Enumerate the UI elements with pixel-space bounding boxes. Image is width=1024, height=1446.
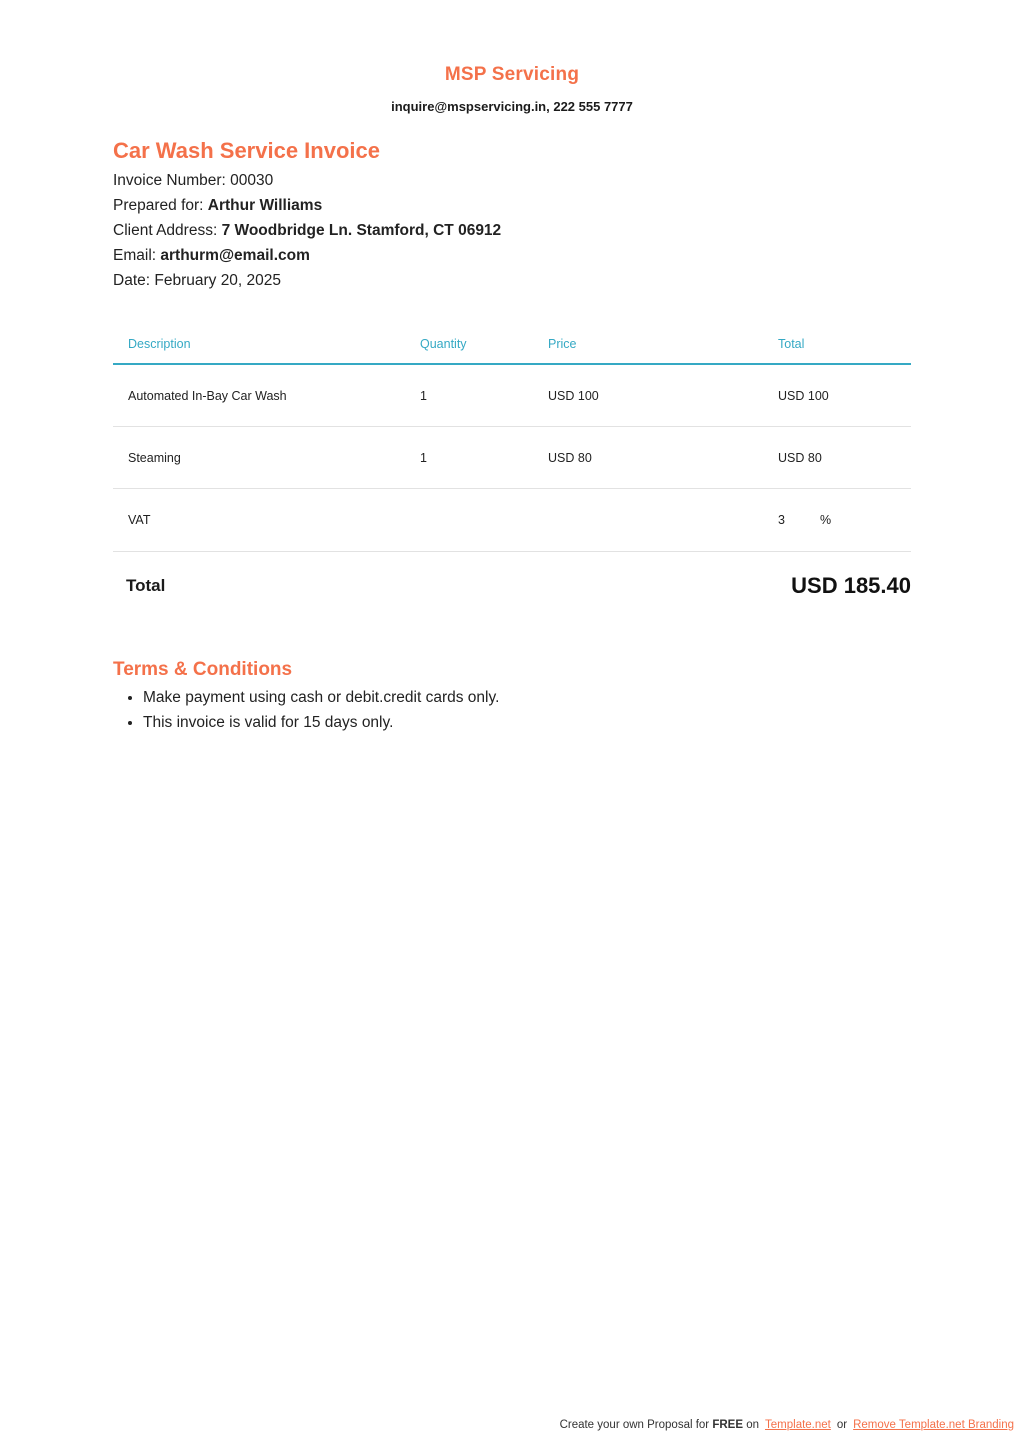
cell-quantity: 1 [420, 388, 427, 403]
invoice-meta [113, 168, 913, 293]
meta-label: Prepared for: [113, 197, 208, 214]
grand-total-amount: USD 185.40 [791, 573, 911, 598]
meta-label: Invoice Number: [113, 172, 231, 189]
page-title: Car Wash Service Invoice [113, 138, 380, 163]
grand-total-row [113, 552, 911, 620]
footer-free-label: FREE [712, 1419, 744, 1431]
column-header-price: Price [548, 337, 577, 351]
list-item: • This invoice is valid for 15 days only. [143, 710, 943, 735]
meta-label: Date: [113, 272, 155, 289]
meta-value: February 20, 2025 [154, 272, 282, 289]
vat-value: 3 [778, 513, 785, 527]
remove-branding-link[interactable]: Remove Template.net Branding [853, 1419, 1014, 1431]
column-header-total: Total [778, 337, 805, 351]
meta-prepared-for [113, 193, 913, 218]
cell-total: USD 100 [778, 388, 829, 403]
line-items-table [113, 325, 911, 620]
vat-row [113, 489, 911, 552]
meta-value: arthurm@email.com [160, 247, 310, 264]
cell-price: USD 80 [548, 450, 592, 465]
footer-text-on: on [743, 1419, 760, 1431]
template-net-link[interactable]: Template.net [765, 1419, 831, 1431]
cell-price: USD 100 [548, 388, 599, 403]
meta-label: Email: [113, 247, 161, 264]
meta-client-address [113, 218, 913, 243]
cell-description: Automated In-Bay Car Wash [128, 388, 287, 403]
table-row [113, 427, 911, 489]
vat-unit: % [820, 513, 832, 527]
cell-total: USD 80 [778, 450, 822, 465]
footer-or: or [836, 1419, 848, 1431]
column-header-quantity: Quantity [420, 337, 467, 351]
list-item: • Make payment using cash or debit.credit cards only. [143, 685, 943, 710]
meta-value: 00030 [230, 172, 274, 189]
column-header-description: Description [128, 337, 191, 351]
company-contact: inquire@mspservicing.in, 222 555 7777 [391, 99, 633, 114]
table-row [113, 365, 911, 427]
cell-description: Steaming [128, 450, 181, 465]
meta-date [113, 268, 913, 293]
meta-label: Client Address: [113, 222, 222, 239]
meta-value: Arthur Williams [207, 197, 323, 214]
meta-email [113, 243, 913, 268]
vat-label: VAT [128, 513, 151, 527]
company-name: MSP Servicing [444, 64, 580, 85]
terms-title: Terms & Conditions [113, 659, 293, 680]
footer-text-before: Create your own Proposal for [559, 1419, 713, 1431]
meta-value: 7 Woodbridge Ln. Stamford, CT 06912 [221, 222, 502, 239]
footer-branding [0, 1419, 1024, 1431]
grand-total-label: Total [126, 576, 166, 595]
cell-quantity: 1 [420, 450, 427, 465]
meta-invoice-number [113, 168, 913, 193]
terms-list [113, 685, 943, 735]
table-header-row [113, 325, 911, 365]
